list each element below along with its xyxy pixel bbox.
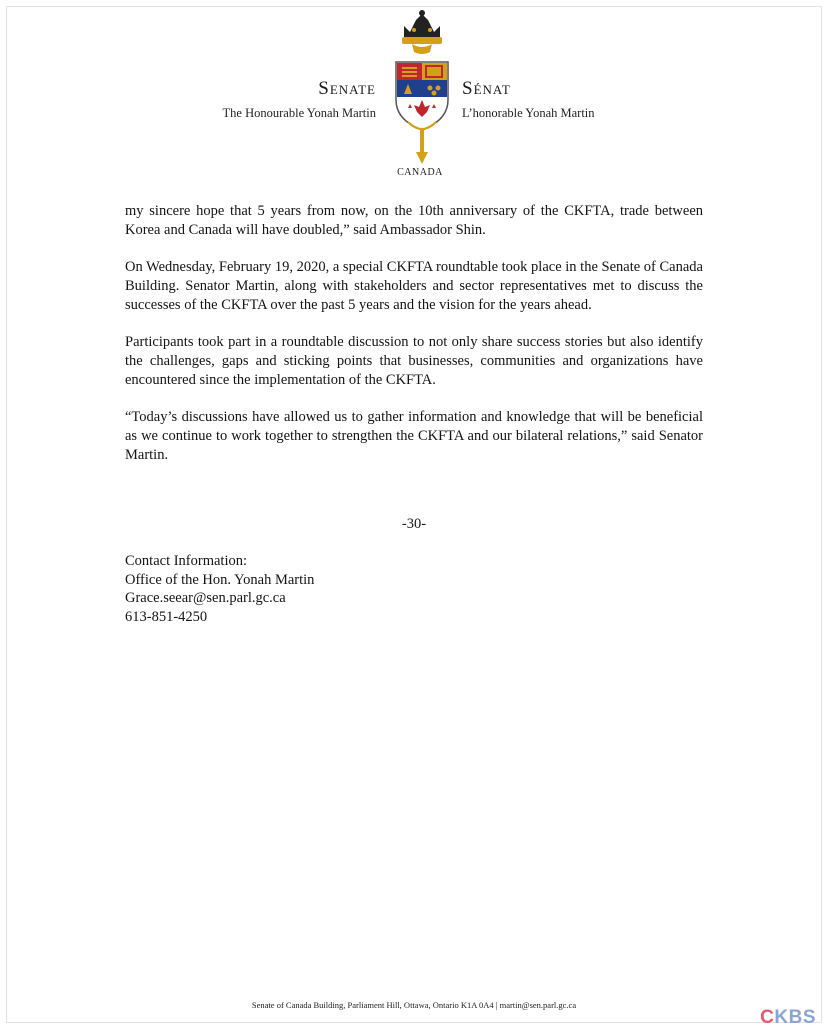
contact-block xyxy=(125,552,314,626)
body-paragraph: Participants took part in a roundtable discussion to not only share success stories but also identify the challenges, gaps and sticking points that businesses, communities and organizations have encountered since the implementation of the CKFTA. xyxy=(125,334,703,388)
letterhead-left xyxy=(200,79,376,120)
body-paragraph: On Wednesday, February 19, 2020, a special CKFTA roundtable took place in the Senate of Canada Building. Senator Martin, along with stakeholders and sector representatives met to discuss the successes of the CKFTA over the past 5 years and the vision for the years ahead. xyxy=(125,259,703,313)
country-label: CANADA xyxy=(397,167,443,178)
watermark-logo xyxy=(760,1007,816,1029)
contact-email[interactable]: Grace.seear@sen.parl.gc.ca xyxy=(125,590,286,606)
senate-crest-icon xyxy=(390,8,454,166)
house-name-fr: Sénat xyxy=(462,78,511,99)
body-paragraph: “Today’s discussions have allowed us to gather information and knowledge that will be beneficial as we continue to work together to strengthen the CKFTA and our bilateral relations,” said Senator Martin. xyxy=(125,409,703,463)
contact-heading: Contact Information: xyxy=(125,553,248,569)
member-name-en: The Honourable Yonah Martin xyxy=(222,106,376,120)
member-name-fr: L’honorable Yonah Martin xyxy=(462,106,595,120)
letterhead-right xyxy=(462,79,662,120)
contact-phone: 613-851-4250 xyxy=(125,608,208,625)
footer-address: Senate of Canada Building, Parliament Hill, Ottawa, Ontario K1A 0A4 | martin@sen.parl.gc.ca xyxy=(251,1000,577,1010)
body-paragraph: my sincere hope that 5 years from now, on the 10th anniversary of the CKFTA, trade between Korea and Canada will have doubled,” said Ambassador Shin. xyxy=(125,203,703,238)
watermark-first-letter: C xyxy=(760,1007,775,1028)
house-name-en: Senate xyxy=(318,78,376,99)
press-release-body xyxy=(125,202,703,483)
contact-office: Office of the Hon. Yonah Martin xyxy=(125,571,315,588)
watermark-rest: KBS xyxy=(774,1007,816,1028)
end-mark: -30- xyxy=(401,516,427,532)
